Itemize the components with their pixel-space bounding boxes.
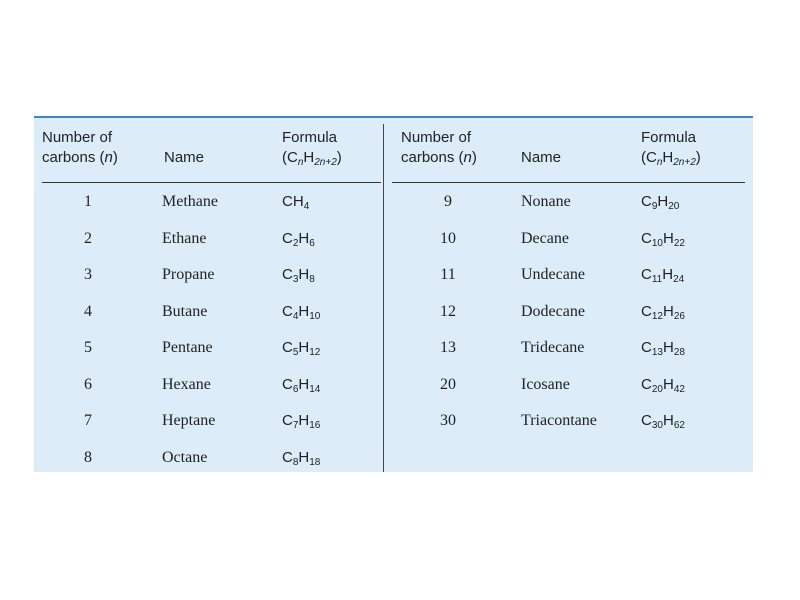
formula-hydrogen-subscript: 4: [303, 201, 310, 212]
formula-hydrogen: H: [298, 448, 310, 466]
formula-hydrogen: H: [657, 193, 669, 210]
rows-right: [384, 184, 753, 440]
carbon-count-cell: 3: [84, 266, 92, 283]
carbon-count-cell: 11: [440, 266, 456, 283]
table-row: [384, 294, 753, 331]
formula-carbon-subscript: 13: [651, 347, 663, 358]
table-header-left: [34, 128, 383, 180]
formula-cell: [282, 257, 315, 294]
header-num-pre: carbons (: [42, 149, 105, 166]
formula-hydrogen: H: [662, 375, 674, 393]
formula-hydrogen-subscript: 14: [309, 383, 321, 395]
formula-carbon: C: [282, 266, 293, 283]
formula-carbon: C: [282, 339, 293, 356]
alkane-name-cell: Triacontane: [521, 412, 597, 429]
rows-left: [34, 184, 383, 476]
carbon-count-cell: 5: [84, 339, 92, 356]
header-formula-line1-right: Formula: [641, 129, 697, 146]
formula-carbon: C: [282, 412, 293, 429]
formula-hydrogen: H: [662, 302, 674, 320]
formula-carbon: C: [641, 193, 652, 210]
alkane-name-cell: Propane: [162, 266, 215, 283]
header-formula-line2-right: [641, 148, 701, 168]
table-row: [34, 440, 383, 477]
alkane-name-cell: Methane: [162, 193, 218, 210]
formula-carbon: C: [641, 302, 652, 320]
formula-carbon-subscript: 12: [651, 310, 663, 322]
formula-carbon: C: [641, 229, 652, 247]
formula-hydrogen-subscript: 62: [673, 420, 685, 431]
table-row: [384, 221, 753, 258]
formula-hydrogen: H: [298, 375, 310, 393]
formula-carbon: C: [641, 412, 652, 429]
header-num-line1: Number of: [42, 129, 113, 146]
formula-carbon: C: [282, 302, 293, 320]
alkane-name-cell: Pentane: [162, 339, 213, 356]
alkane-name-cell: Tridecane: [521, 339, 585, 356]
formula-hydrogen: H: [662, 229, 674, 247]
alkane-name-cell: Nonane: [521, 193, 571, 210]
carbon-count-cell: 1: [84, 193, 92, 210]
table-row: [34, 403, 383, 440]
header-num-line1-right: Number of: [401, 129, 472, 146]
formula-hydrogen: H: [298, 412, 310, 429]
formula-hydrogen-subscript: 6: [309, 237, 315, 249]
formula-hydrogen-subscript: 26: [673, 310, 685, 322]
alkane-table: [34, 116, 753, 472]
header-name-right: Name: [521, 149, 562, 166]
table-row: [384, 257, 753, 294]
carbon-count-cell: 2: [84, 229, 92, 247]
alkane-name-cell: Heptane: [162, 412, 216, 429]
table-row: [34, 257, 383, 294]
formula-carbon-subscript: 4: [292, 310, 299, 322]
alkane-name-cell: Octane: [162, 448, 208, 466]
table-left-half: [34, 118, 383, 472]
hf-close-right: ): [695, 149, 701, 166]
formula-carbon-subscript: 7: [292, 420, 299, 431]
header-num-post-right: ): [471, 149, 477, 166]
formula-hydrogen: H: [298, 229, 310, 247]
formula-carbon-subscript: 30: [651, 420, 663, 431]
header-formula-line2: [282, 148, 342, 168]
formula-cell: [641, 221, 685, 258]
alkane-name-cell: Undecane: [521, 266, 585, 283]
formula-cell: [641, 294, 685, 331]
carbon-count-cell: 13: [440, 339, 456, 356]
table-row: [384, 330, 753, 367]
alkane-name-cell: Ethane: [162, 229, 207, 247]
formula-hydrogen-subscript: 10: [309, 310, 321, 322]
formula-hydrogen-subscript: 8: [309, 274, 315, 285]
table-row: [34, 184, 383, 221]
formula-cell: [282, 330, 320, 367]
formula-hydrogen: H: [662, 339, 674, 356]
header-rule-right: [392, 182, 745, 183]
formula-hydrogen: H: [298, 266, 310, 283]
formula-hydrogen: H: [662, 412, 674, 429]
alkane-name-cell: Icosane: [521, 375, 570, 393]
alkane-name-cell: Decane: [521, 229, 569, 247]
formula-hydrogen: H: [662, 266, 674, 283]
formula-cell: [282, 221, 315, 258]
header-name: Name: [164, 149, 205, 166]
hf-open: (C: [282, 149, 298, 166]
carbon-count-cell: 10: [440, 229, 456, 247]
formula-carbon-subscript: 3: [292, 274, 299, 285]
header-num-line2-right: [401, 148, 477, 168]
formula-cell: [282, 403, 320, 440]
table-row: [384, 403, 753, 440]
formula-carbon: C: [282, 448, 293, 466]
formula-carbon-subscript: 9: [651, 201, 658, 212]
formula-cell: [282, 184, 309, 221]
formula-carbon: C: [282, 193, 293, 210]
carbon-count-cell: 20: [440, 375, 456, 393]
hf-sub2: 2n+2: [314, 157, 337, 168]
formula-hydrogen-subscript: 22: [673, 237, 685, 249]
carbon-count-cell: 8: [84, 448, 92, 466]
table-header-right: [384, 128, 753, 180]
carbon-count-cell: 7: [84, 412, 92, 429]
carbon-count-cell: 30: [440, 412, 456, 429]
header-number-of-carbons-right: [401, 128, 477, 168]
hf-sub1: n: [297, 157, 304, 168]
formula-cell: [282, 294, 320, 331]
formula-carbon-subscript: 8: [292, 456, 299, 468]
formula-hydrogen-subscript: 24: [673, 274, 685, 285]
alkane-name-cell: Dodecane: [521, 302, 585, 320]
carbon-count-cell: 6: [84, 375, 92, 393]
hf-open-right: (C: [641, 149, 657, 166]
formula-carbon-subscript: 11: [651, 274, 663, 285]
hf-close: ): [336, 149, 342, 166]
alkane-name-cell: Butane: [162, 302, 208, 320]
alkane-name-cell: Hexane: [162, 375, 211, 393]
hf-sub2-right: 2n+2: [673, 157, 696, 168]
header-num-var: n: [104, 149, 113, 166]
formula-carbon-subscript: 5: [292, 347, 299, 358]
formula-hydrogen: H: [292, 193, 304, 210]
formula-cell: [641, 184, 679, 221]
formula-hydrogen: H: [298, 302, 310, 320]
table-right-half: [384, 118, 753, 472]
formula-carbon-subscript: 10: [651, 237, 663, 249]
header-num-var-right: n: [463, 149, 472, 166]
header-formula: [282, 128, 342, 168]
formula-carbon: C: [641, 375, 652, 393]
hf-mid: H: [303, 149, 315, 166]
formula-hydrogen-subscript: 12: [309, 347, 321, 358]
formula-cell: [282, 440, 320, 477]
formula-cell: [641, 330, 685, 367]
formula-carbon: C: [282, 375, 293, 393]
formula-hydrogen: H: [298, 339, 310, 356]
carbon-count-cell: 12: [440, 302, 456, 320]
header-rule-left: [42, 182, 381, 183]
formula-cell: [641, 403, 685, 440]
hf-sub1-right: n: [656, 157, 663, 168]
header-formula-line1: Formula: [282, 129, 338, 146]
formula-hydrogen-subscript: 20: [668, 201, 680, 212]
carbon-count-cell: 9: [444, 193, 452, 210]
formula-carbon: C: [641, 266, 652, 283]
formula-cell: [282, 367, 320, 404]
carbon-count-cell: 4: [84, 302, 92, 320]
header-formula-right: [641, 128, 701, 168]
formula-hydrogen-subscript: 42: [673, 383, 685, 395]
header-num-pre-right: carbons (: [401, 149, 464, 166]
formula-carbon-subscript: 6: [292, 383, 299, 395]
formula-carbon-subscript: 20: [651, 383, 663, 395]
formula-hydrogen-subscript: 16: [309, 420, 321, 431]
formula-hydrogen-subscript: 28: [673, 347, 685, 358]
hf-mid-right: H: [662, 149, 674, 166]
formula-carbon-subscript: 2: [292, 237, 299, 249]
formula-cell: [641, 257, 684, 294]
table-row: [34, 221, 383, 258]
formula-hydrogen-subscript: 18: [309, 456, 321, 468]
table-row: [34, 330, 383, 367]
formula-carbon: C: [641, 339, 652, 356]
header-num-post: ): [112, 149, 118, 166]
table-row: [384, 184, 753, 221]
formula-carbon: C: [282, 229, 293, 247]
table-row: [384, 367, 753, 404]
header-number-of-carbons: [42, 128, 118, 168]
header-num-line2: [42, 148, 118, 168]
table-row: [34, 294, 383, 331]
formula-cell: [641, 367, 685, 404]
table-row: [34, 367, 383, 404]
